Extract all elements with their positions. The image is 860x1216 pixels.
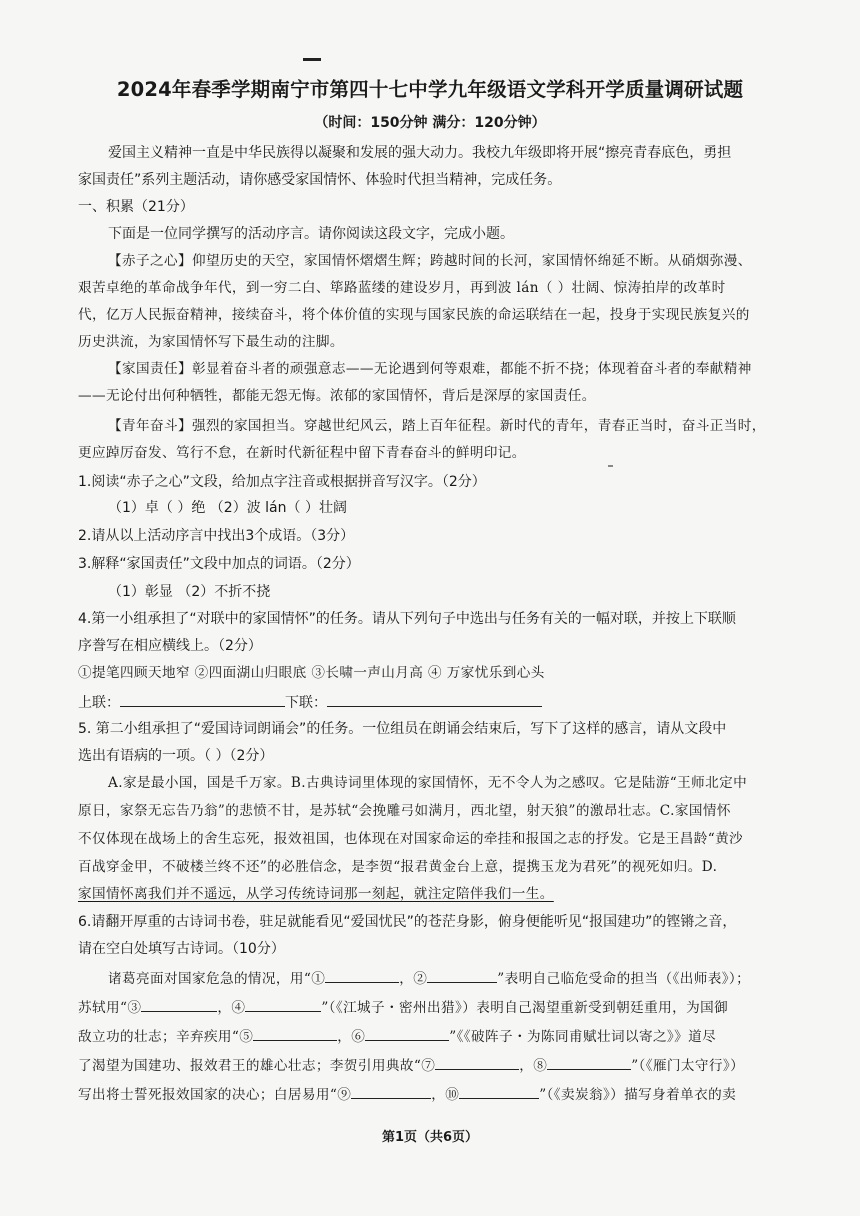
upper-couplet-blank[interactable] xyxy=(120,692,285,707)
intro-line: 家国责任”系列主题活动，请你感受家国情怀、体验时代担当精神，完成任务。 xyxy=(78,172,562,188)
blank-7[interactable] xyxy=(435,1055,519,1070)
upper-couplet-label: 上联： xyxy=(78,695,120,711)
question-5: 5. 第二小组承担了“爱国诗词朗诵会”的任务。一位组员在朗诵会结束后，写下了这样的感言，请从文段中 xyxy=(78,721,727,737)
question-4: 4.第一小组承担了“对联中的家国情怀”的任务。请从下列句子中选出与任务有关的一幅对联，并按上下联顺 xyxy=(78,611,736,627)
poem-fill-text: ，⑥ xyxy=(337,1029,366,1045)
preface-paragraph: 【家国责任】彰显着奋斗者的顽强意志——无论遇到何等艰难，都能不折不挠；体现着奋斗者的奉献精神 xyxy=(108,361,752,377)
question-3-items: （1）彰显 （2）不折不挠 xyxy=(108,584,271,600)
blank-3[interactable] xyxy=(141,997,217,1012)
question-5-text: A.家是最小国，国是千万家。B.古典诗词里体现的家国情怀，无不令人为之感叹。它是陆游“王师北定中 xyxy=(108,775,748,791)
poem-fill-line xyxy=(108,968,750,989)
question-6: 请在空白处填写古诗词。（10分） xyxy=(78,941,285,957)
preface-paragraph: 代，亿万人民振奋精神，接续奋斗，将个体价值的实现与国家民族的命运联结在一起，投身于实现民族复兴的 xyxy=(78,307,750,323)
poem-fill-text: ，② xyxy=(399,971,428,987)
blank-9[interactable] xyxy=(351,1084,431,1099)
blank-10[interactable] xyxy=(459,1084,539,1099)
question-4-options: ①提笔四顾天地窄 ②四面湖山归眼底 ③长啸一声山月高 ④ 万家忧乐到心头 xyxy=(78,665,545,681)
question-6: 6.请翻开厚重的古诗词书卷，驻足就能看见“爱国忧民”的苍茫身影，俯身便能听见“报国建功”的铿锵之音， xyxy=(78,914,737,930)
preface-paragraph: 艰苦卓绝的革命战争年代，到一穷二白、筚路蓝缕的建设岁月，再到波 lán（ ）壮阔、惊涛拍岸的改革时 xyxy=(78,280,726,296)
question-3: 3.解释“家国责任”文段中加点的词语。（2分） xyxy=(78,556,360,572)
question-5-text: 百战穿金甲，不破楼兰终不还”的必胜信念，是李贺“报君黄金台上意，提携玉龙为君死”的视死如归。D. xyxy=(78,859,718,875)
poem-fill-text: 写出将士誓死报效国家的决心；白居易用“⑨ xyxy=(78,1087,352,1103)
preface-paragraph: 【青年奋斗】强烈的家国担当。穿越世纪风云，踏上百年征程。新时代的青年，青春正当时，奋斗正当时， xyxy=(108,418,766,434)
preface-paragraph: 【赤子之心】仰望历史的天空，家国情怀熠熠生辉；跨越时间的长河，家国情怀绵延不断。从硝烟弥漫、 xyxy=(108,253,752,269)
question-1: 1.阅读“赤子之心”文段，给加点字注音或根据拼音写汉字。（2分） xyxy=(78,474,486,490)
section-heading: 一、积累（21分） xyxy=(78,199,194,215)
question-4: 序誊写在相应横线上。（2分） xyxy=(78,638,262,654)
intro-line: 爱国主义精神一直是中华民族得以凝聚和发展的强大动力。我校九年级即将开展“擦亮青春底色，勇担 xyxy=(108,145,732,161)
blank-1[interactable] xyxy=(325,968,399,983)
exam-title: 2024年春季学期南宁市第四十七中学九年级语文学科开学质量调研试题 xyxy=(116,78,744,101)
preface-paragraph: ——无论付出何种牺牲，都能无怨无悔。浓郁的家国情怀，背后是深厚的家国责任。 xyxy=(78,388,596,404)
blank-8[interactable] xyxy=(547,1055,631,1070)
poem-fill-line xyxy=(78,1084,736,1105)
question-5: 选出有语病的一项。（ ）（2分） xyxy=(78,748,274,764)
question-5-text: 家国情怀离我们并不遥远，从学习传统诗词那一刻起，就注定陪伴我们一生。 xyxy=(78,886,554,902)
poem-fill-text: ”《《破阵子・为陈同甫赋壮词以寄之》》道尽 xyxy=(449,1029,717,1045)
blank-2[interactable] xyxy=(427,968,497,983)
poem-fill-text: 敌立功的壮志；辛弃疾用“⑤ xyxy=(78,1029,254,1045)
poem-fill-text: ”（《雁门太守行》） xyxy=(631,1058,745,1074)
poem-fill-text: ”表明自己临危受命的担当（《出师表》）； xyxy=(497,971,751,987)
blank-5[interactable] xyxy=(253,1026,337,1041)
poem-fill-line xyxy=(78,997,728,1018)
scan-smudge xyxy=(608,465,613,467)
preface-prompt: 下面是一位同学撰写的活动序言。请你阅读这段文字，完成小题。 xyxy=(108,226,514,242)
poem-fill-text: ”（《江城子・密州出猎》）表明自己渴望重新受到朝廷重用，为国御 xyxy=(321,1000,729,1016)
preface-paragraph: 更应踔厉奋发、笃行不怠，在新时代新征程中留下青春奋斗的鲜明印记。 xyxy=(78,445,526,461)
question-5-text: 原日，家祭无忘告乃翁”的悲愤不甘，是苏轼“会挽雕弓如满月，西北望，射天狼”的激昂壮志。C.家国情怀 xyxy=(78,803,731,819)
poem-fill-text: 了渴望为国建功、报效君王的雄心壮志；李贺引用典故“⑦ xyxy=(78,1058,436,1074)
poem-fill-text: ”（《卖炭翁》）描写身着单衣的卖 xyxy=(539,1087,737,1103)
poem-fill-text: 诸葛亮面对国家危急的情况，用“① xyxy=(108,971,326,987)
page-footer: 第1页（共6页） xyxy=(381,1130,479,1145)
lower-couplet-blank[interactable] xyxy=(327,692,542,707)
exam-subtitle: （时间：150分钟 满分：120分钟） xyxy=(314,115,546,131)
poem-fill-line xyxy=(78,1026,716,1047)
poem-fill-text: ，⑧ xyxy=(519,1058,548,1074)
scan-mark xyxy=(303,58,321,61)
poem-fill-line xyxy=(78,1055,744,1076)
question-1-items: （1）卓（ ）绝 （2）波 lán（ ）壮阔 xyxy=(108,500,347,516)
question-2: 2.请从以上活动序言中找出3个成语。（3分） xyxy=(78,528,355,544)
blank-4[interactable] xyxy=(245,997,321,1012)
blank-6[interactable] xyxy=(365,1026,449,1041)
question-5-text: 不仅体现在战场上的舍生忘死，报效祖国，也体现在对国家命运的牵挂和报国之志的抒发。它是王昌龄“黄沙 xyxy=(78,831,744,847)
poem-fill-text: ，⑩ xyxy=(431,1087,460,1103)
couplet-answer-row xyxy=(78,692,542,713)
poem-fill-text: ，④ xyxy=(217,1000,246,1016)
lower-couplet-label: 下联： xyxy=(285,695,327,711)
preface-paragraph: 历史洪流，为家国情怀写下最生动的注脚。 xyxy=(78,334,344,350)
poem-fill-text: 苏轼用“③ xyxy=(78,1000,142,1016)
